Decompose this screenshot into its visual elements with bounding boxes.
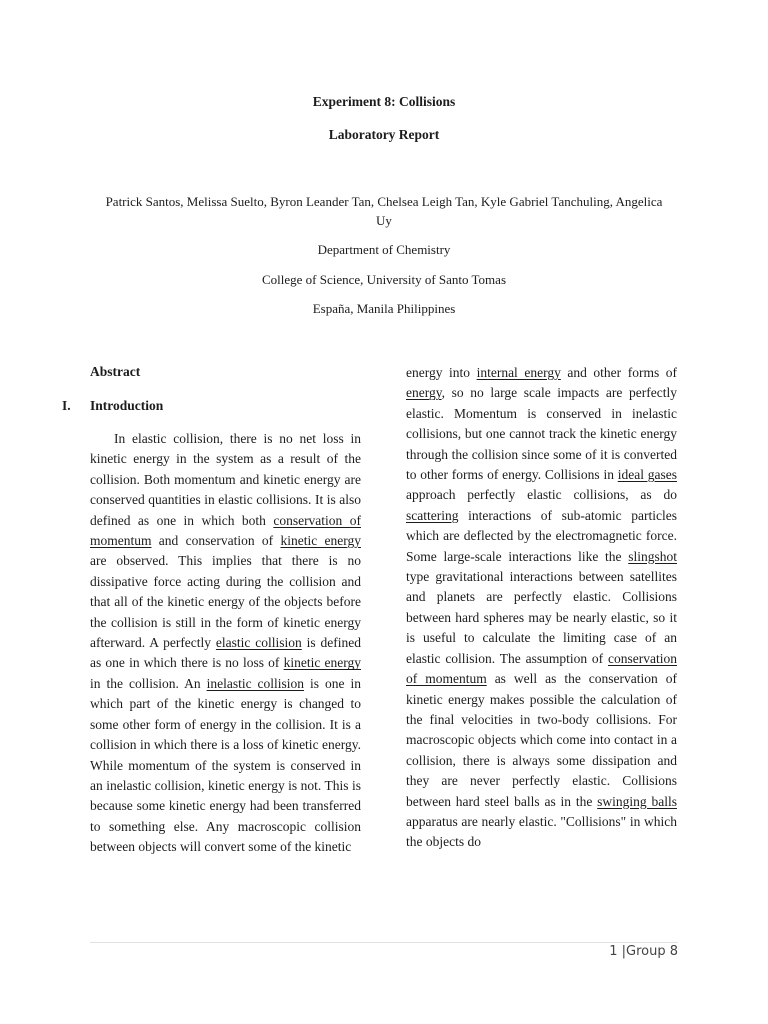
department: Department of Chemistry xyxy=(317,242,451,257)
link-conservation-of-momentum-2[interactable]: conservation of momentum xyxy=(406,650,677,687)
section-number: I. xyxy=(62,398,71,413)
link-energy[interactable]: energy xyxy=(406,385,442,401)
body-column-left xyxy=(90,429,361,858)
intro-paragraph-continued: energy into internal energy and other forms of energy, so no large scale impacts are perfectly elastic. Momentum is conserved in inelastic collisions, but one cannot track the kinetic energy through the collision since some of it is converted to other forms of energy. Collisions in ideal gases approach perfectly elastic collisions, as do scattering interactions of sub-atomic particles which are deflected by the electromagnetic force. Some large-scale interactions like the slingshot type gravitational interactions between satellites and planets are perfectly elastic. Collisions between hard spheres may be nearly elastic, so it is useful to calculate the limiting case of an elastic collision. The assumption of conservation of momentum as well as the conservation of kinetic energy makes possible the calculation of the final velocities in two-body collisions. For macroscopic objects which come into contact in a collision, there is always some dissipation and they are never perfectly elastic. Collisions between hard steel balls as in the swinging balls apparatus are nearly elastic. "Collisions" in which the objects do xyxy=(406,365,677,850)
link-inelastic-collision[interactable]: inelastic collision xyxy=(206,675,305,691)
footer-divider xyxy=(90,942,678,943)
link-conservation-of-momentum[interactable]: conservation of momentum xyxy=(90,512,361,549)
paper-subtitle: Laboratory Report xyxy=(328,127,440,142)
intro-paragraph: In elastic collision, there is no net loss in kinetic energy in the system as a result of the collision. Both momentum and kinetic energy are conserved quantities in elastic collisions. It is also defined as one in which both conservation of momentum and conservation of kinetic energy are observed. This implies that there is no dissipative force acting during the collision and that all of the kinetic energy of the objects before the collision is still in the form of kinetic energy afterward. A perfectly elastic collision is defined as one in which there is no loss of kinetic energy in the collision. An inelastic collision is one in which part of the kinetic energy is changed to some other form of energy in the collision. It is a collision in which there is a loss of kinetic energy. While momentum of the system is conserved in an inelastic collision, kinetic energy is not. This is because some kinetic energy had been transferred to something else. Any macroscopic collision between objects will convert some of the kinetic xyxy=(90,431,362,855)
link-elastic-collision[interactable]: elastic collision xyxy=(215,635,302,651)
link-internal-energy[interactable]: internal energy xyxy=(476,365,561,380)
location: España, Manila Philippines xyxy=(312,301,456,316)
body-column-right xyxy=(406,363,677,853)
paper-title: Experiment 8: Collisions xyxy=(312,94,456,109)
abstract-heading: Abstract xyxy=(90,364,141,379)
link-kinetic-energy[interactable]: kinetic energy xyxy=(280,533,361,549)
link-scattering[interactable]: scattering xyxy=(406,507,459,523)
link-kinetic-energy-2[interactable]: kinetic energy xyxy=(283,655,361,671)
college: College of Science, University of Santo Tomas xyxy=(262,272,506,287)
page-footer: 1 |Group 8 xyxy=(609,944,678,959)
link-swinging-balls[interactable]: swinging balls xyxy=(597,793,677,809)
link-slingshot[interactable]: slingshot xyxy=(628,548,677,564)
link-ideal-gases[interactable]: ideal gases xyxy=(617,467,677,483)
author-list: Patrick Santos, Melissa Suelto, Byron Leander Tan, Chelsea Leigh Tan, Kyle Gabriel Tanchuling, Angelica Uy xyxy=(105,194,663,228)
introduction-heading: Introduction xyxy=(90,398,164,413)
